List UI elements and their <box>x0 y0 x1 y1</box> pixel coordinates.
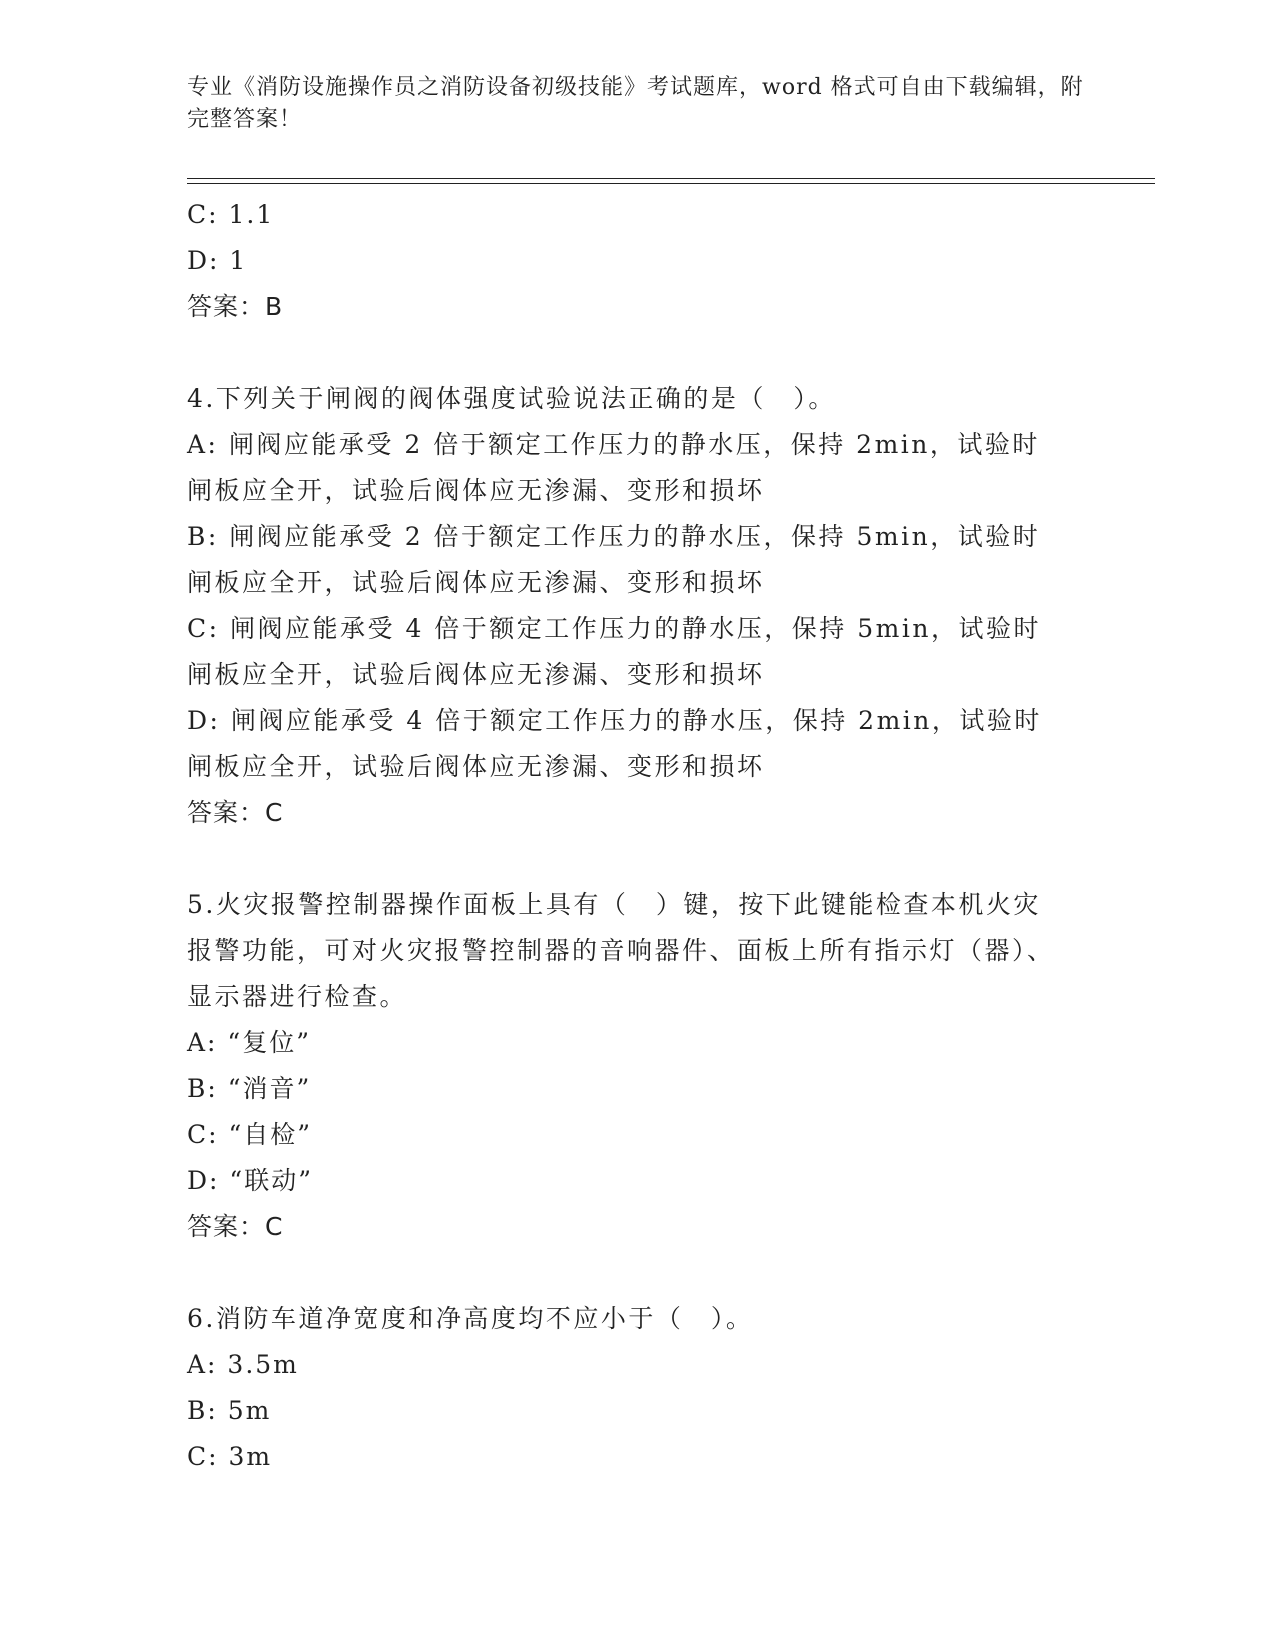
option-a: A: 3.5m <box>187 1350 299 1379</box>
option-c: C: 3m <box>187 1442 273 1471</box>
option-c: C: 1.1 <box>187 200 275 229</box>
question-stem: 5.火灾报警控制器操作面板上具有（ ）键，按下此键能检查本机火灾报警功能，可对火灾报警控制器的音响器件、面板上所有指示灯（器）、显示器进行检查。 <box>187 890 1055 1011</box>
spacer <box>187 330 1087 376</box>
question-4 <box>187 376 1087 836</box>
option-a: A: “复位” <box>187 1028 311 1057</box>
spacer <box>187 1250 1087 1296</box>
answer-line: 答案：C <box>187 798 284 827</box>
question-6 <box>187 1296 1087 1480</box>
question-3-tail <box>187 192 1087 330</box>
option-d: D: 1 <box>187 246 248 275</box>
question-5 <box>187 882 1087 1250</box>
answer-line: 答案：C <box>187 1212 284 1241</box>
option-b: B: 5m <box>187 1396 272 1425</box>
question-stem: 4.下列关于闸阀的阀体强度试验说法正确的是（ ）。 <box>187 384 836 413</box>
answer-line: 答案：B <box>187 292 284 321</box>
document-header: 专业《消防设施操作员之消防设备初级技能》考试题库，word 格式可自由下载编辑，附完整答案！ <box>187 75 1084 132</box>
option-d: D: “联动” <box>187 1166 313 1195</box>
question-list <box>187 192 1087 1480</box>
header-divider-top <box>187 178 1155 179</box>
option-a: A: 闸阀应能承受 2 倍于额定工作压力的静水压，保持 2min，试验时闸板应全开，试验后阀体应无渗漏、变形和损坏 <box>187 430 1040 505</box>
option-c: C: “自检” <box>187 1120 313 1149</box>
spacer <box>187 836 1087 882</box>
option-c: C: 闸阀应能承受 4 倍于额定工作压力的静水压，保持 5min，试验时闸板应全开，试验后阀体应无渗漏、变形和损坏 <box>187 614 1041 689</box>
question-stem: 6.消防车道净宽度和净高度均不应小于（ ）。 <box>187 1304 754 1333</box>
option-b: B: 闸阀应能承受 2 倍于额定工作压力的静水压，保持 5min，试验时闸板应全开，试验后阀体应无渗漏、变形和损坏 <box>187 522 1041 597</box>
option-d: D: 闸阀应能承受 4 倍于额定工作压力的静水压，保持 2min，试验时闸板应全开，试验后阀体应无渗漏、变形和损坏 <box>187 706 1042 781</box>
header-divider-bottom <box>187 183 1155 184</box>
option-b: B: “消音” <box>187 1074 312 1103</box>
